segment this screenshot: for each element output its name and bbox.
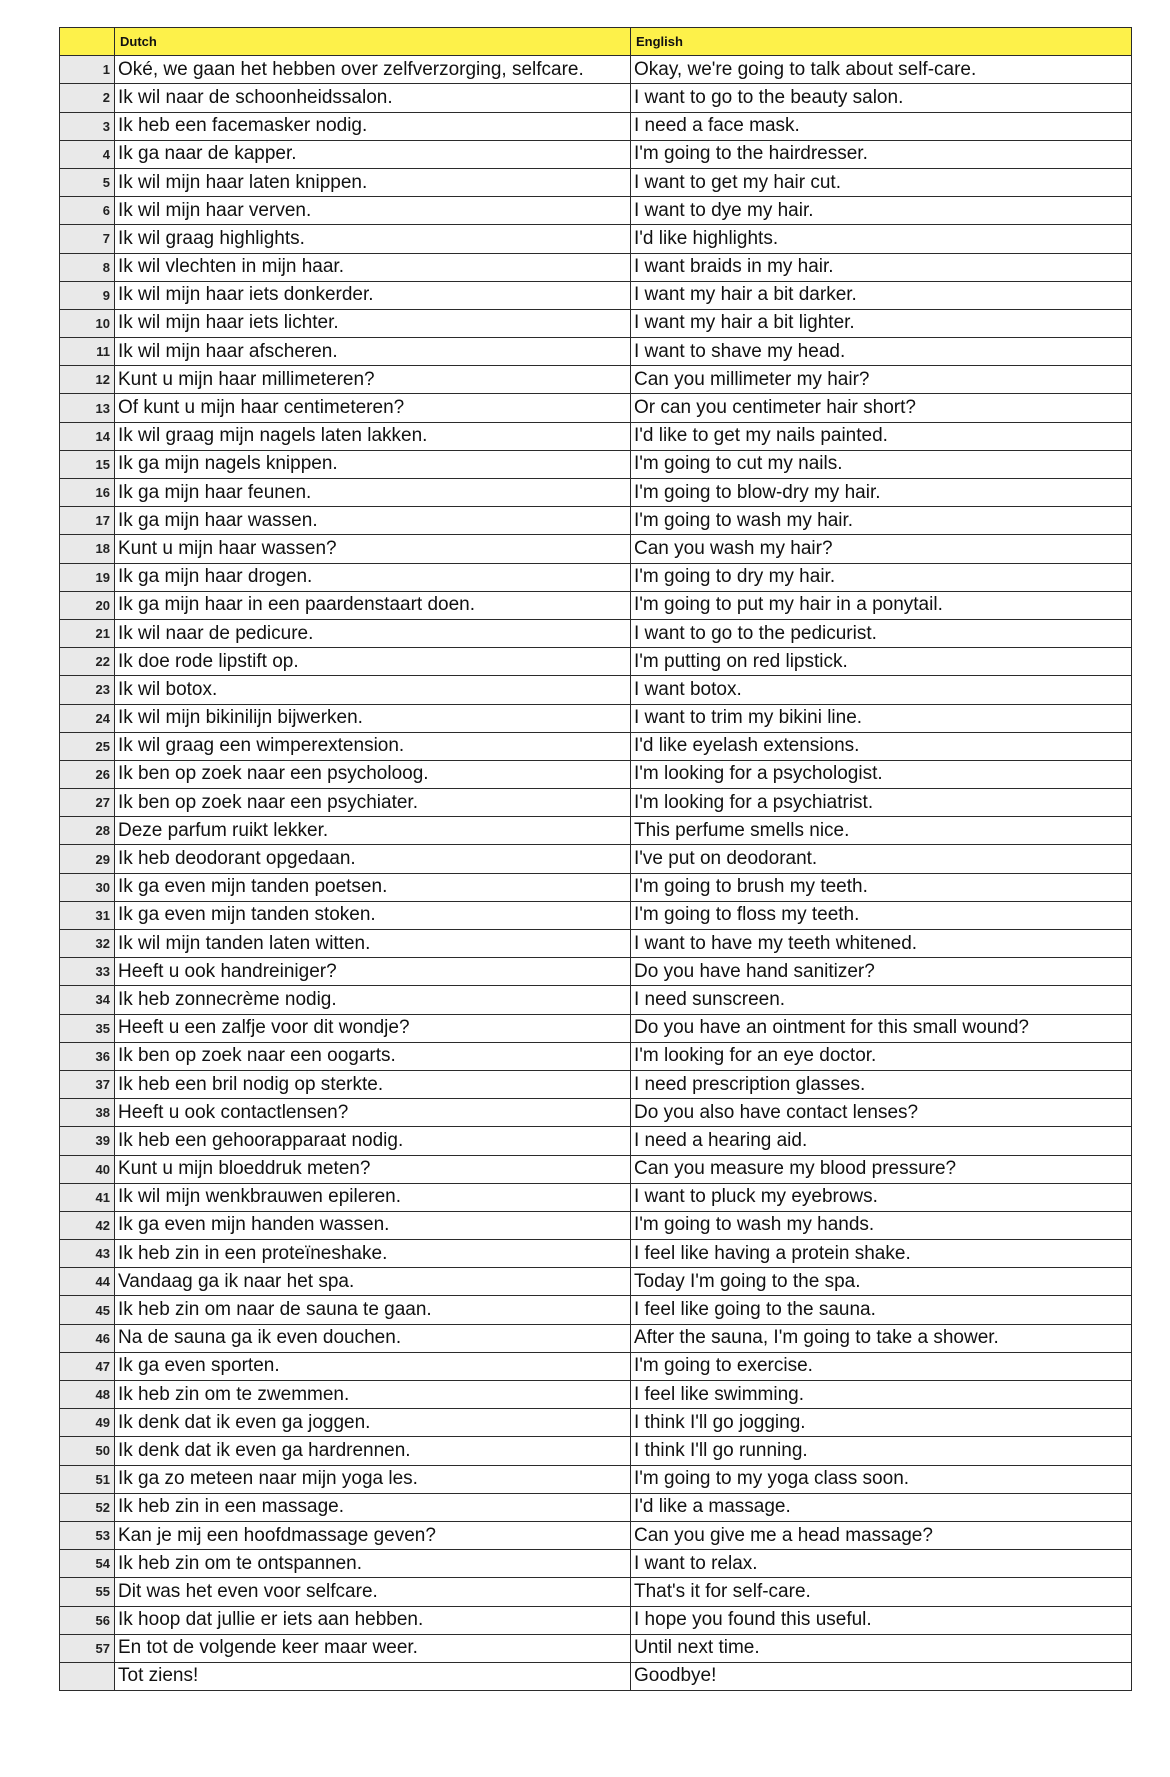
- row-number-cell[interactable]: 7: [60, 225, 115, 253]
- english-cell[interactable]: That's it for self-care.: [631, 1578, 1132, 1606]
- table-row: [60, 394, 1132, 422]
- row-number-cell[interactable]: 27: [60, 789, 115, 817]
- header-dutch-cell[interactable]: Dutch: [115, 28, 631, 56]
- english-cell[interactable]: I'm going to my yoga class soon.: [631, 1465, 1132, 1493]
- dutch-cell[interactable]: Ik heb zonnecrème nodig.: [115, 986, 631, 1014]
- english-cell[interactable]: I've put on deodorant.: [631, 845, 1132, 873]
- english-cell[interactable]: Can you millimeter my hair?: [631, 366, 1132, 394]
- dutch-cell[interactable]: Ik ben op zoek naar een oogarts.: [115, 1042, 631, 1070]
- dutch-cell[interactable]: Ik wil mijn wenkbrauwen epileren.: [115, 1183, 631, 1211]
- table-row: [60, 84, 1132, 112]
- english-cell[interactable]: I'm going to cut my nails.: [631, 450, 1132, 478]
- table-row: [60, 535, 1132, 563]
- dutch-cell[interactable]: Ik ga zo meteen naar mijn yoga les.: [115, 1465, 631, 1493]
- row-number-cell[interactable]: 10: [60, 309, 115, 337]
- row-number-cell[interactable]: 15: [60, 450, 115, 478]
- dutch-cell[interactable]: Ik wil mijn haar afscheren.: [115, 338, 631, 366]
- row-number-cell[interactable]: 44: [60, 1268, 115, 1296]
- row-number-cell[interactable]: 22: [60, 648, 115, 676]
- english-cell[interactable]: This perfume smells nice.: [631, 817, 1132, 845]
- dutch-cell[interactable]: Tot ziens!: [115, 1662, 631, 1690]
- row-number-cell[interactable]: 12: [60, 366, 115, 394]
- row-number-cell[interactable]: 25: [60, 732, 115, 760]
- table-row: [60, 1211, 1132, 1239]
- english-cell[interactable]: I feel like going to the sauna.: [631, 1296, 1132, 1324]
- table-row: [60, 845, 1132, 873]
- english-cell[interactable]: I need a face mask.: [631, 112, 1132, 140]
- dutch-cell[interactable]: Ik wil mijn haar iets donkerder.: [115, 281, 631, 309]
- english-cell[interactable]: I feel like swimming.: [631, 1381, 1132, 1409]
- english-cell[interactable]: I hope you found this useful.: [631, 1606, 1132, 1634]
- english-cell[interactable]: I'm putting on red lipstick.: [631, 648, 1132, 676]
- dutch-cell[interactable]: Ik heb een gehoorapparaat nodig.: [115, 1127, 631, 1155]
- table-row: [60, 1381, 1132, 1409]
- english-cell[interactable]: I want to go to the beauty salon.: [631, 84, 1132, 112]
- row-number-cell[interactable]: 42: [60, 1211, 115, 1239]
- dutch-cell[interactable]: Ik ga even mijn handen wassen.: [115, 1211, 631, 1239]
- table-row: [60, 479, 1132, 507]
- table-row: [60, 1296, 1132, 1324]
- dutch-cell[interactable]: Vandaag ga ik naar het spa.: [115, 1268, 631, 1296]
- english-cell[interactable]: Do you have an ointment for this small wound?: [631, 1014, 1132, 1042]
- dutch-cell[interactable]: Heeft u ook contactlensen?: [115, 1099, 631, 1127]
- table-row: [60, 366, 1132, 394]
- english-cell[interactable]: I want to go to the pedicurist.: [631, 619, 1132, 647]
- dutch-cell[interactable]: Ik ga even sporten.: [115, 1352, 631, 1380]
- table-row: [60, 1352, 1132, 1380]
- table-row: [60, 1099, 1132, 1127]
- english-cell[interactable]: I'm going to blow-dry my hair.: [631, 479, 1132, 507]
- row-number-cell[interactable]: 6: [60, 197, 115, 225]
- table-row: [60, 930, 1132, 958]
- dutch-cell[interactable]: Deze parfum ruikt lekker.: [115, 817, 631, 845]
- english-cell[interactable]: I need prescription glasses.: [631, 1070, 1132, 1098]
- english-cell[interactable]: I want my hair a bit darker.: [631, 281, 1132, 309]
- dutch-cell[interactable]: Ik heb zin om te zwemmen.: [115, 1381, 631, 1409]
- table-row: [60, 1042, 1132, 1070]
- english-cell[interactable]: I want to dye my hair.: [631, 197, 1132, 225]
- header-number-cell[interactable]: [60, 28, 115, 56]
- row-number-cell[interactable]: 8: [60, 253, 115, 281]
- row-number-cell[interactable]: 29: [60, 845, 115, 873]
- row-number-cell[interactable]: 47: [60, 1352, 115, 1380]
- row-number-cell[interactable]: 28: [60, 817, 115, 845]
- dutch-cell[interactable]: Ik wil mijn haar laten knippen.: [115, 168, 631, 196]
- row-number-cell[interactable]: 34: [60, 986, 115, 1014]
- row-number-cell[interactable]: 16: [60, 479, 115, 507]
- dutch-cell[interactable]: Ik heb zin om naar de sauna te gaan.: [115, 1296, 631, 1324]
- dutch-cell[interactable]: Kunt u mijn haar wassen?: [115, 535, 631, 563]
- dutch-cell[interactable]: Ik heb een bril nodig op sterkte.: [115, 1070, 631, 1098]
- english-cell[interactable]: I need a hearing aid.: [631, 1127, 1132, 1155]
- table-row: [60, 168, 1132, 196]
- table-row: [60, 1662, 1132, 1690]
- dutch-cell[interactable]: Na de sauna ga ik even douchen.: [115, 1324, 631, 1352]
- table-row: [60, 789, 1132, 817]
- english-cell[interactable]: I need sunscreen.: [631, 986, 1132, 1014]
- table-row: [60, 507, 1132, 535]
- english-cell[interactable]: I'm going to brush my teeth.: [631, 873, 1132, 901]
- english-cell[interactable]: I'm going to the hairdresser.: [631, 140, 1132, 168]
- table-row: [60, 1268, 1132, 1296]
- table-row: [60, 1183, 1132, 1211]
- dutch-cell[interactable]: Ik wil mijn tanden laten witten.: [115, 930, 631, 958]
- english-cell[interactable]: I feel like having a protein shake.: [631, 1240, 1132, 1268]
- table-row: [60, 1070, 1132, 1098]
- row-number-cell[interactable]: 31: [60, 901, 115, 929]
- dutch-cell[interactable]: Ik wil mijn haar verven.: [115, 197, 631, 225]
- table-row: [60, 1014, 1132, 1042]
- row-number-cell[interactable]: 17: [60, 507, 115, 535]
- table-row: [60, 338, 1132, 366]
- table-row: [60, 676, 1132, 704]
- english-cell[interactable]: I think I'll go running.: [631, 1437, 1132, 1465]
- row-number-cell[interactable]: 36: [60, 1042, 115, 1070]
- table-row: [60, 704, 1132, 732]
- dutch-cell[interactable]: Ik wil mijn bikinilijn bijwerken.: [115, 704, 631, 732]
- row-number-cell[interactable]: 9: [60, 281, 115, 309]
- dutch-cell[interactable]: Ik wil naar de pedicure.: [115, 619, 631, 647]
- english-cell[interactable]: I'm looking for an eye doctor.: [631, 1042, 1132, 1070]
- row-number-cell[interactable]: 24: [60, 704, 115, 732]
- table-row: [60, 1578, 1132, 1606]
- table-row: [60, 1521, 1132, 1549]
- table-row: [60, 1437, 1132, 1465]
- dutch-cell[interactable]: Oké, we gaan het hebben over zelfverzorging, selfcare.: [115, 56, 631, 84]
- english-cell[interactable]: I'm going to floss my teeth.: [631, 901, 1132, 929]
- english-cell[interactable]: Can you give me a head massage?: [631, 1521, 1132, 1549]
- row-number-cell[interactable]: 14: [60, 422, 115, 450]
- table-row: [60, 281, 1132, 309]
- row-number-cell[interactable]: 52: [60, 1493, 115, 1521]
- row-number-cell[interactable]: 55: [60, 1578, 115, 1606]
- row-number-cell[interactable]: 38: [60, 1099, 115, 1127]
- table-row: [60, 1155, 1132, 1183]
- table-row: [60, 817, 1132, 845]
- row-number-cell[interactable]: 32: [60, 930, 115, 958]
- dutch-cell[interactable]: Ik ga mijn haar in een paardenstaart doen.: [115, 591, 631, 619]
- english-cell[interactable]: I'm going to wash my hands.: [631, 1211, 1132, 1239]
- row-number-cell[interactable]: 48: [60, 1381, 115, 1409]
- dutch-cell[interactable]: En tot de volgende keer maar weer.: [115, 1634, 631, 1662]
- dutch-cell[interactable]: Of kunt u mijn haar centimeteren?: [115, 394, 631, 422]
- row-number-cell[interactable]: 50: [60, 1437, 115, 1465]
- row-number-cell[interactable]: 3: [60, 112, 115, 140]
- row-number-cell[interactable]: 37: [60, 1070, 115, 1098]
- english-cell[interactable]: I'd like a massage.: [631, 1493, 1132, 1521]
- english-cell[interactable]: Do you also have contact lenses?: [631, 1099, 1132, 1127]
- table-row: [60, 225, 1132, 253]
- dutch-cell[interactable]: Ik wil graag een wimperextension.: [115, 732, 631, 760]
- dutch-cell[interactable]: Ik heb deodorant opgedaan.: [115, 845, 631, 873]
- english-cell[interactable]: I want to get my hair cut.: [631, 168, 1132, 196]
- row-number-cell[interactable]: 35: [60, 1014, 115, 1042]
- english-cell[interactable]: After the sauna, I'm going to take a shower.: [631, 1324, 1132, 1352]
- table-row: [60, 1240, 1132, 1268]
- row-number-cell[interactable]: 21: [60, 619, 115, 647]
- english-cell[interactable]: Can you wash my hair?: [631, 535, 1132, 563]
- dutch-cell[interactable]: Ik wil graag highlights.: [115, 225, 631, 253]
- dutch-cell[interactable]: Ik hoop dat jullie er iets aan hebben.: [115, 1606, 631, 1634]
- dutch-cell[interactable]: Ik ben op zoek naar een psycholoog.: [115, 760, 631, 788]
- english-cell[interactable]: I'd like eyelash extensions.: [631, 732, 1132, 760]
- dutch-cell[interactable]: Ik denk dat ik even ga joggen.: [115, 1409, 631, 1437]
- dutch-cell[interactable]: Ik ben op zoek naar een psychiater.: [115, 789, 631, 817]
- dutch-cell[interactable]: Ik wil vlechten in mijn haar.: [115, 253, 631, 281]
- table-row: [60, 1493, 1132, 1521]
- english-cell[interactable]: Okay, we're going to talk about self-care.: [631, 56, 1132, 84]
- table-row: [60, 901, 1132, 929]
- english-cell[interactable]: Do you have hand sanitizer?: [631, 958, 1132, 986]
- header-row: [60, 28, 1132, 56]
- dutch-cell[interactable]: Dit was het even voor selfcare.: [115, 1578, 631, 1606]
- table-row: [60, 1409, 1132, 1437]
- english-cell[interactable]: Or can you centimeter hair short?: [631, 394, 1132, 422]
- english-cell[interactable]: Until next time.: [631, 1634, 1132, 1662]
- table-row: [60, 1606, 1132, 1634]
- row-number-cell[interactable]: 26: [60, 760, 115, 788]
- table-row: [60, 112, 1132, 140]
- row-number-cell[interactable]: 4: [60, 140, 115, 168]
- dutch-cell[interactable]: Ik ga even mijn tanden stoken.: [115, 901, 631, 929]
- dutch-cell[interactable]: Ik heb zin in een massage.: [115, 1493, 631, 1521]
- table-row: [60, 1465, 1132, 1493]
- table-row: [60, 873, 1132, 901]
- english-cell[interactable]: I want to trim my bikini line.: [631, 704, 1132, 732]
- dutch-cell[interactable]: Ik wil mijn haar iets lichter.: [115, 309, 631, 337]
- row-number-cell[interactable]: 5: [60, 168, 115, 196]
- row-number-cell[interactable]: 20: [60, 591, 115, 619]
- table-row: [60, 197, 1132, 225]
- table-row: [60, 986, 1132, 1014]
- english-cell[interactable]: I'd like highlights.: [631, 225, 1132, 253]
- row-number-cell[interactable]: 18: [60, 535, 115, 563]
- dutch-cell[interactable]: Ik ga even mijn tanden poetsen.: [115, 873, 631, 901]
- row-number-cell[interactable]: 11: [60, 338, 115, 366]
- dutch-cell[interactable]: Ik wil graag mijn nagels laten lakken.: [115, 422, 631, 450]
- dutch-cell[interactable]: Ik ga mijn nagels knippen.: [115, 450, 631, 478]
- row-number-cell[interactable]: 23: [60, 676, 115, 704]
- dutch-cell[interactable]: Kunt u mijn bloeddruk meten?: [115, 1155, 631, 1183]
- english-cell[interactable]: I want my hair a bit lighter.: [631, 309, 1132, 337]
- dutch-cell[interactable]: Ik ga mijn haar feunen.: [115, 479, 631, 507]
- english-cell[interactable]: Today I'm going to the spa.: [631, 1268, 1132, 1296]
- table-row: [60, 1324, 1132, 1352]
- dutch-cell[interactable]: Ik ga mijn haar drogen.: [115, 563, 631, 591]
- row-number-cell[interactable]: [60, 1662, 115, 1690]
- row-number-cell[interactable]: 13: [60, 394, 115, 422]
- dutch-cell[interactable]: Kunt u mijn haar millimeteren?: [115, 366, 631, 394]
- english-cell[interactable]: I think I'll go jogging.: [631, 1409, 1132, 1437]
- table-row: [60, 1550, 1132, 1578]
- english-cell[interactable]: I want to pluck my eyebrows.: [631, 1183, 1132, 1211]
- english-cell[interactable]: I'd like to get my nails painted.: [631, 422, 1132, 450]
- dutch-cell[interactable]: Ik ga naar de kapper.: [115, 140, 631, 168]
- row-number-cell[interactable]: 19: [60, 563, 115, 591]
- row-number-cell[interactable]: 40: [60, 1155, 115, 1183]
- table-row: [60, 619, 1132, 647]
- english-cell[interactable]: I'm going to put my hair in a ponytail.: [631, 591, 1132, 619]
- table-row: [60, 253, 1132, 281]
- english-cell[interactable]: I want to shave my head.: [631, 338, 1132, 366]
- row-number-cell[interactable]: 2: [60, 84, 115, 112]
- header-english-cell[interactable]: English: [631, 28, 1132, 56]
- english-cell[interactable]: I want to relax.: [631, 1550, 1132, 1578]
- dutch-cell[interactable]: Ik doe rode lipstift op.: [115, 648, 631, 676]
- row-number-cell[interactable]: 53: [60, 1521, 115, 1549]
- dutch-cell[interactable]: Ik heb een facemasker nodig.: [115, 112, 631, 140]
- row-number-cell[interactable]: 39: [60, 1127, 115, 1155]
- table-row: [60, 563, 1132, 591]
- row-number-cell[interactable]: 43: [60, 1240, 115, 1268]
- row-number-cell[interactable]: 57: [60, 1634, 115, 1662]
- row-number-cell[interactable]: 49: [60, 1409, 115, 1437]
- table-row: [60, 958, 1132, 986]
- english-cell[interactable]: I'm going to wash my hair.: [631, 507, 1132, 535]
- english-cell[interactable]: I'm looking for a psychiatrist.: [631, 789, 1132, 817]
- dutch-cell[interactable]: Ik ga mijn haar wassen.: [115, 507, 631, 535]
- table-row: [60, 309, 1132, 337]
- dutch-cell[interactable]: Kan je mij een hoofdmassage geven?: [115, 1521, 631, 1549]
- dutch-cell[interactable]: Ik wil botox.: [115, 676, 631, 704]
- row-number-cell[interactable]: 30: [60, 873, 115, 901]
- table-row: [60, 56, 1132, 84]
- row-number-cell[interactable]: 46: [60, 1324, 115, 1352]
- table-row: [60, 591, 1132, 619]
- row-number-cell[interactable]: 45: [60, 1296, 115, 1324]
- dutch-cell[interactable]: Heeft u een zalfje voor dit wondje?: [115, 1014, 631, 1042]
- english-cell[interactable]: I'm going to dry my hair.: [631, 563, 1132, 591]
- dutch-cell[interactable]: Ik heb zin in een proteïneshake.: [115, 1240, 631, 1268]
- dutch-cell[interactable]: Ik wil naar de schoonheidssalon.: [115, 84, 631, 112]
- row-number-cell[interactable]: 33: [60, 958, 115, 986]
- table-row: [60, 760, 1132, 788]
- table-row: [60, 648, 1132, 676]
- table-row: [60, 1634, 1132, 1662]
- spreadsheet: [59, 27, 1131, 1691]
- english-cell[interactable]: I want botox.: [631, 676, 1132, 704]
- english-cell[interactable]: I'm looking for a psychologist.: [631, 760, 1132, 788]
- english-cell[interactable]: I want braids in my hair.: [631, 253, 1132, 281]
- table-row: [60, 732, 1132, 760]
- english-cell[interactable]: I want to have my teeth whitened.: [631, 930, 1132, 958]
- english-cell[interactable]: Can you measure my blood pressure?: [631, 1155, 1132, 1183]
- row-number-cell[interactable]: 41: [60, 1183, 115, 1211]
- dutch-cell[interactable]: Ik heb zin om te ontspannen.: [115, 1550, 631, 1578]
- row-number-cell[interactable]: 1: [60, 56, 115, 84]
- dutch-cell[interactable]: Ik denk dat ik even ga hardrennen.: [115, 1437, 631, 1465]
- row-number-cell[interactable]: 54: [60, 1550, 115, 1578]
- table-row: [60, 140, 1132, 168]
- row-number-cell[interactable]: 51: [60, 1465, 115, 1493]
- table-row: [60, 450, 1132, 478]
- table-body: [60, 56, 1132, 1691]
- english-cell[interactable]: I'm going to exercise.: [631, 1352, 1132, 1380]
- dutch-cell[interactable]: Heeft u ook handreiniger?: [115, 958, 631, 986]
- row-number-cell[interactable]: 56: [60, 1606, 115, 1634]
- english-cell[interactable]: Goodbye!: [631, 1662, 1132, 1690]
- phrase-table: [59, 27, 1132, 1691]
- table-row: [60, 422, 1132, 450]
- table-row: [60, 1127, 1132, 1155]
